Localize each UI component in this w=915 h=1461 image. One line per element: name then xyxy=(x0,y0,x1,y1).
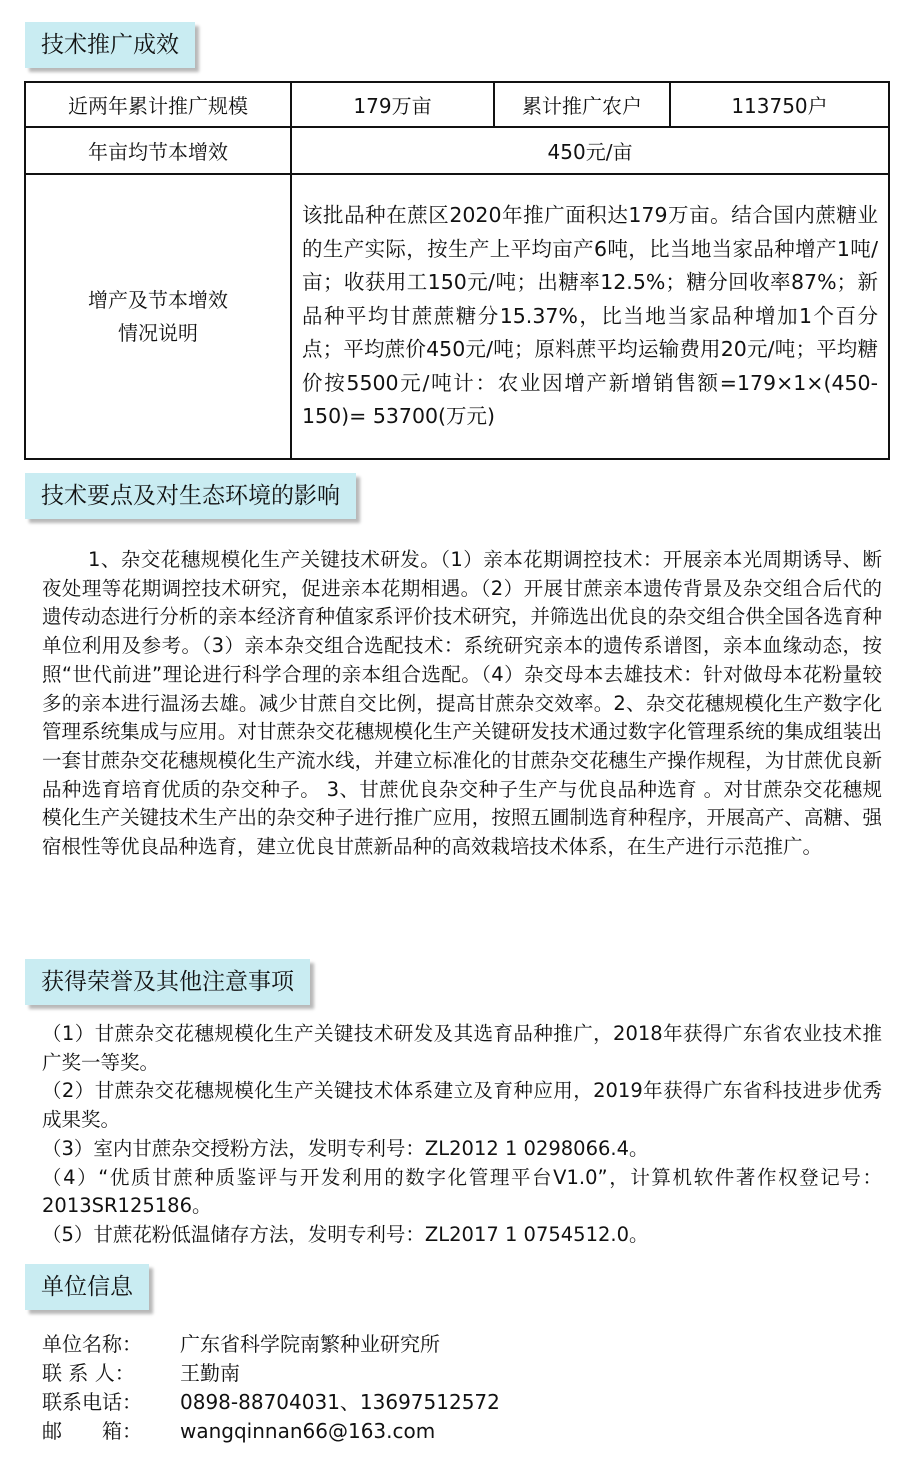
farmers-value: 113750户 xyxy=(670,82,889,127)
phone-value: 0898-88704031、13697512572 xyxy=(180,1390,500,1414)
description-label-line2: 情况说明 xyxy=(118,320,198,345)
results-table xyxy=(24,81,890,460)
list-item: （5）甘蔗花粉低温储存方法，发明专利号：ZL2017 1 0754512.0。 xyxy=(42,1222,649,1246)
section-heading-unit: 单位信息 xyxy=(25,1264,149,1310)
unit-name-value: 广东省科学院南繁种业研究所 xyxy=(180,1332,440,1356)
scale-value: 179万亩 xyxy=(291,82,494,127)
email-label: 邮 箱： xyxy=(42,1419,142,1443)
table-row xyxy=(25,82,889,127)
list-item: （4）“优质甘蔗种质鉴评与开发利用的数字化管理平台V1.0”，计算机软件著作权登记号：2013SR125186。 xyxy=(42,1165,882,1218)
contact-label: 联 系 人： xyxy=(42,1361,135,1385)
list-item: （2）甘蔗杂交花穗规模化生产关键技术体系建立及育种应用，2019年获得广东省科技进步优秀成果奖。 xyxy=(42,1079,882,1132)
contact-value: 王勤南 xyxy=(180,1361,240,1385)
description-label xyxy=(25,174,291,459)
phone-row xyxy=(42,1388,500,1417)
phone-label: 联系电话： xyxy=(42,1390,142,1414)
table-row xyxy=(25,127,889,174)
section-heading-results: 技术推广成效 xyxy=(25,22,195,68)
benefit-label: 年亩均节本增效 xyxy=(25,127,291,174)
tech-body xyxy=(42,546,882,862)
scale-label: 近两年累计推广规模 xyxy=(25,82,291,127)
section-heading-tech: 技术要点及对生态环境的影响 xyxy=(25,473,356,519)
list-item: （1）甘蔗杂交花穗规模化生产关键技术研发及其选育品种推广，2018年获得广东省农业技术推广奖一等奖。 xyxy=(42,1022,882,1074)
table-row xyxy=(25,174,889,459)
farmers-label: 累计推广农户 xyxy=(494,82,670,127)
description-text: 该批品种在蔗区2020年推广面积达179万亩。结合国内蔗糖业的生产实际，按生产上平均亩产6吨，比当地当家品种增产1吨/亩；收获用工150元/吨；出糖率12.5%；糖分回收率87%；新品种平均甘蔗蔗糖分15.37%，比当地当家品种增加1个百分点；平均蔗价450元/吨；原料蔗平均运输费用20元/吨；平均糖价按5500元/吨计：农业因增产新增销售额=179×1×(450-150)= 53700(万元) xyxy=(291,174,889,459)
section-heading-honors: 获得荣誉及其他注意事项 xyxy=(25,959,310,1005)
unit-name-row xyxy=(42,1330,500,1359)
benefit-value: 450元/亩 xyxy=(291,127,889,174)
description-label-line1: 增产及节本增效 xyxy=(88,287,228,312)
unit-info xyxy=(42,1330,500,1446)
tech-text: 1、杂交花穗规模化生产关键技术研发。（1）亲本花期调控技术：开展亲本光周期诱导、断夜处理等花期调控技术研究，促进亲本花期相遇。（2）开展甘蔗亲本遗传背景及杂交组合后代的遗传动态进行分析的亲本经济育种值家系评价技术研究，并筛选出优良的杂交组合供全国各选育种单位利用及参考。（3）亲本杂交组合选配技术：系统研究亲本的遗传系谱图，亲本血缘动态，按照“世代前进”理论进行科学合理的亲本组合选配。（4）杂交母本去雄技术：针对做母本花粉量较多的亲本进行温汤去雄。减少甘蔗自交比例，提高甘蔗杂交效率。2、杂交花穗规模化生产数字化管理系统集成与应用。对甘蔗杂交花穗规模化生产关键研发技术通过数字化管理系统的集成组装出一套甘蔗杂交花穗规模化生产流水线，并建立标准化的甘蔗杂交花穗生产操作规程，为甘蔗优良新品种选育培育优质的杂交种子。 3、甘蔗优良杂交种子生产与优良品种选育 。对甘蔗杂交花穗规模化生产关键技术生产出的杂交种子进行推广应用，按照五圃制选育种程序，开展高产、高糖、强宿根性等优良品种选育，建立优良甘蔗新品种的高效栽培技术体系，在生产进行示范推广。 xyxy=(42,548,882,859)
list-item: （3）室内甘蔗杂交授粉方法，发明专利号：ZL2012 1 0298066.4。 xyxy=(42,1136,649,1160)
email-row xyxy=(42,1417,500,1446)
email-value[interactable]: wangqinnan66@163.com xyxy=(180,1419,436,1443)
unit-name-label: 单位名称： xyxy=(42,1332,142,1356)
contact-row xyxy=(42,1359,500,1388)
honors-list xyxy=(42,1020,882,1250)
